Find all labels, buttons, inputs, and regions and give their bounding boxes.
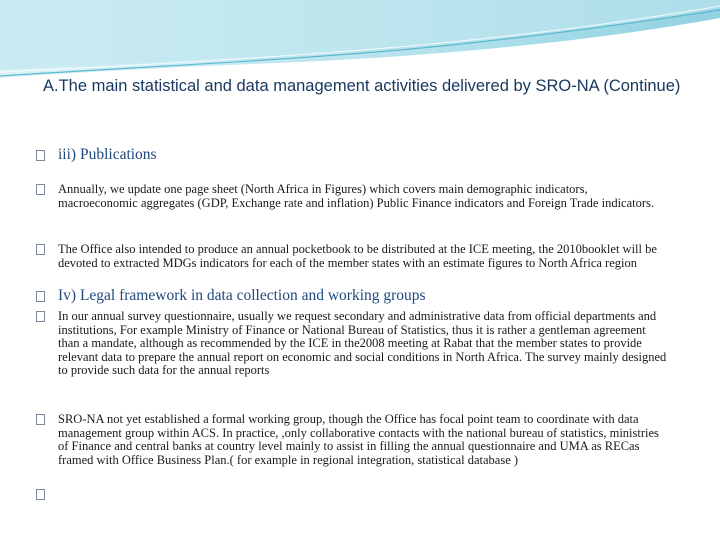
bullet-text: iii) Publications (58, 146, 157, 163)
bullet-text: Iv) Legal framework in data collection and working groups (58, 287, 426, 304)
bullet-box-icon (36, 311, 45, 322)
bullet-box-icon (36, 150, 45, 161)
bullet-text: The Office also intended to produce an annual pocketbook to be distributed at the ICE meeting, the 2010booklet will be devoted to extracted MDGs indicators for each of the member states with an estimate figures to North Africa region (58, 242, 657, 270)
bullet-empty (36, 488, 668, 500)
bullet-heading-legal-framework (36, 287, 426, 305)
bullet-paragraph (36, 310, 668, 378)
bullet-heading-publications (36, 146, 157, 164)
bullet-text: Annually, we update one page sheet (North Africa in Figures) which covers main demographic indicators, macroeconomic aggregates (GDP, Exchange rate and inflation) Public Finance indicators and Foreign Trade indicators. (58, 182, 655, 210)
bullet-paragraph (36, 413, 668, 467)
bullet-box-icon (36, 184, 45, 195)
bullet-text: SRO-NA not yet established a formal working group, though the Office has focal point team to coordinate with data management group within ACS. In practice, ,only collaborative contacts with the national bureau of statistics, ministries of Finance and central banks at country level mainly to assist in filling the annual questionnaire and UMA as RECas framed with Office Business Plan.( for example in regional integration, statistical database ) (58, 412, 659, 467)
slide-title: A.The main statistical and data management activities delivered by SRO-NA (Continue) (43, 77, 681, 95)
bullet-paragraph (36, 243, 668, 270)
bullet-box-icon (36, 291, 45, 302)
bullet-box-icon (36, 489, 45, 500)
bullet-paragraph (36, 183, 668, 210)
bullet-box-icon (36, 244, 45, 255)
bullet-box-icon (36, 414, 45, 425)
bullet-text: In our annual survey questionnaire, usually we request secondary and administrative data from official departments and institutions, For example Ministry of Finance or National Bureau of Statistics, thus it is rather a gentleman agreement than a mandate, although as recommended by the ICE in the2008 meeting at Rabat that the member states to provide relevant data to prepare the annual report on economic and social conditions in North Africa. The survey mainly designed to provide such data for the annual reports (58, 309, 667, 377)
